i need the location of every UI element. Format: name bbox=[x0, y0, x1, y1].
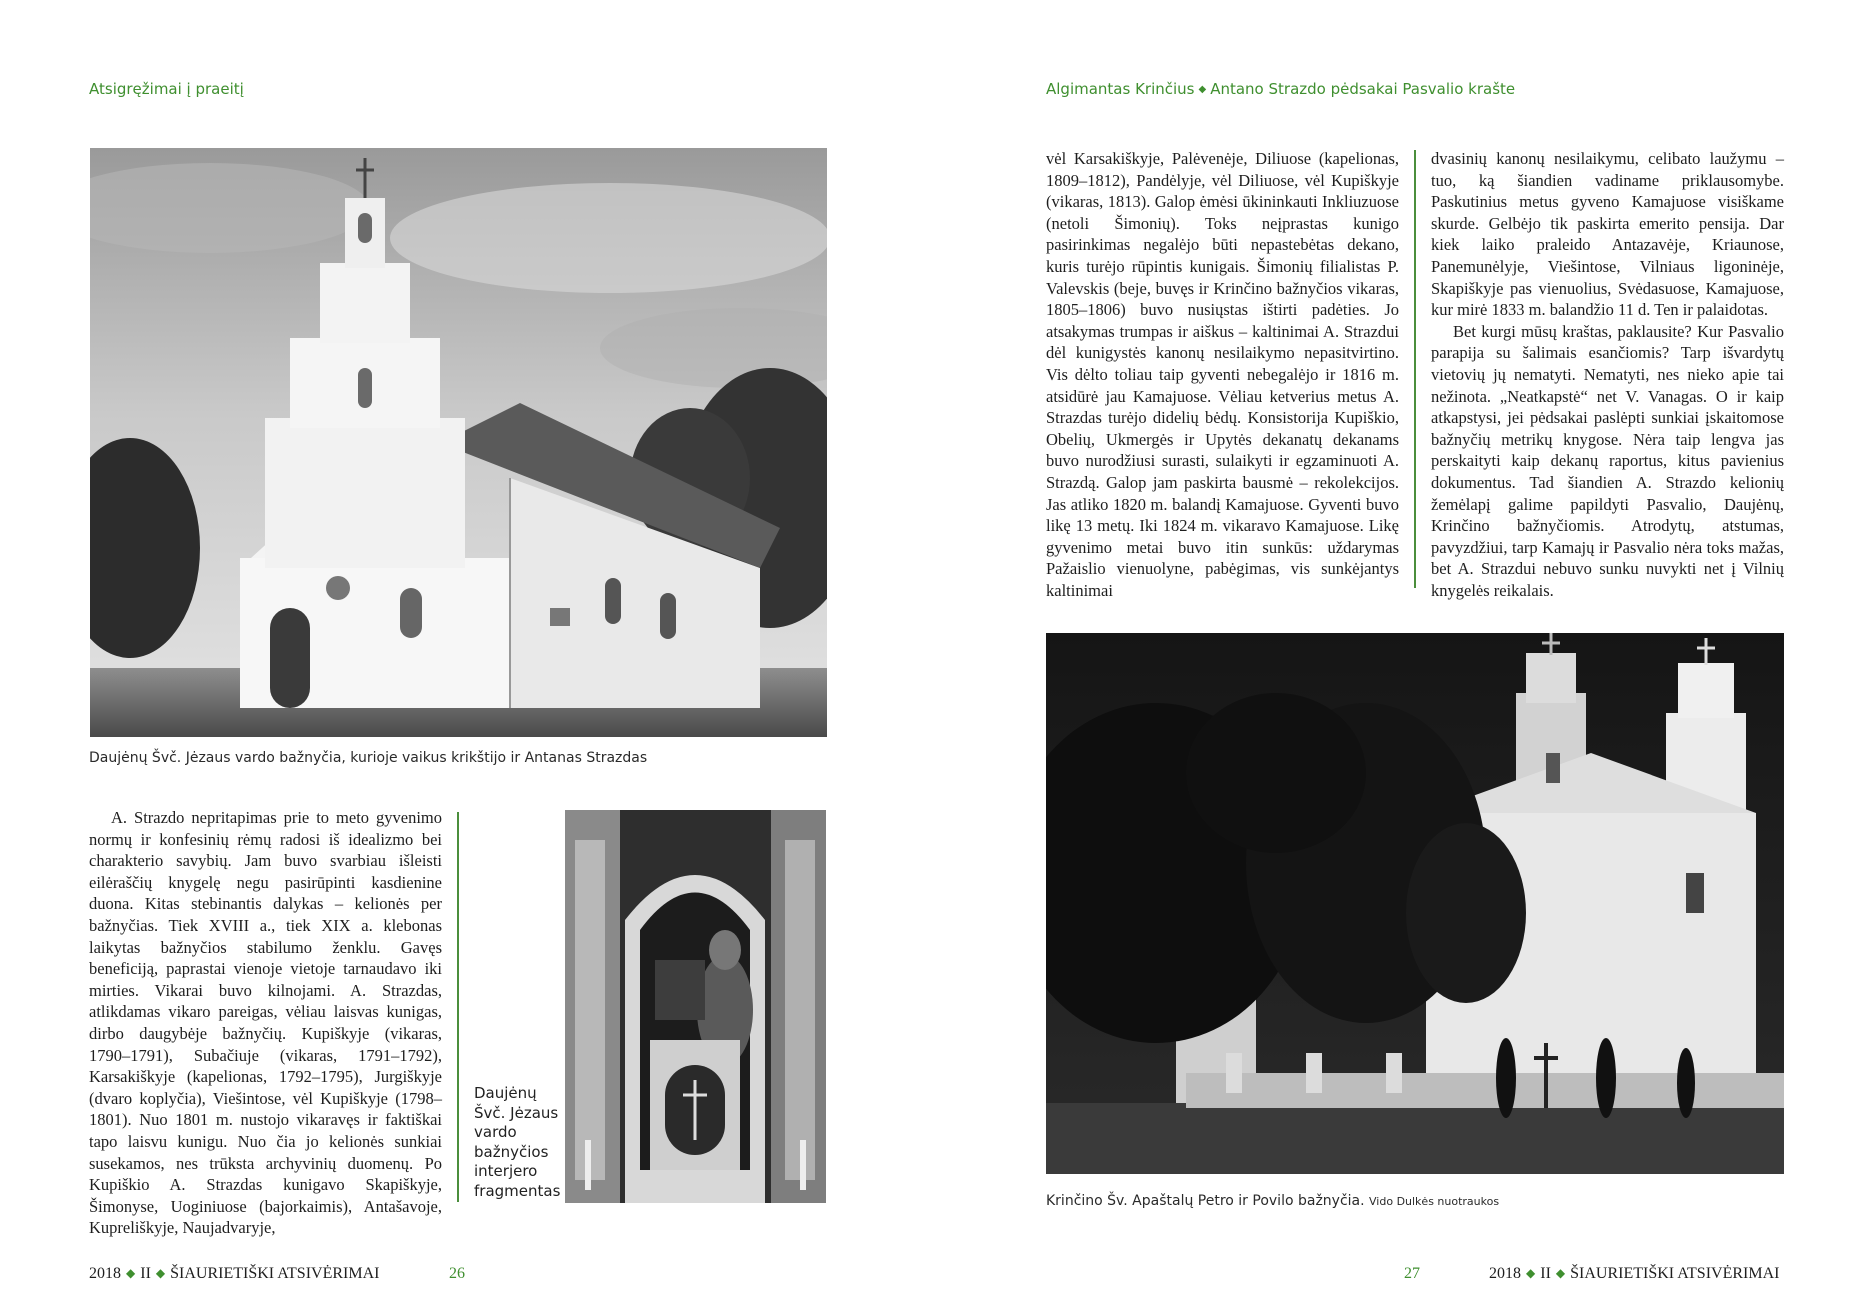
diamond-bullet-icon: ◆ bbox=[1526, 1266, 1536, 1280]
footer-magazine: ŠIAURIETIŠKI ATSIVĖRIMAI bbox=[1570, 1265, 1780, 1282]
photo-daujenai-church bbox=[90, 148, 827, 737]
footer-left bbox=[89, 1265, 379, 1283]
paragraph: dvasinių kanonų nesilaikymu, celibato laužymu – tuo, ką šiandien vadiname priklausomybe. Paskutinius metus gyveno Kamajuose visiškame skurde. Gelbėjo tik paskirta emerito pensija. Dar kiek laiko praleido Antazavėje, Kriaunose, Panemunėlyje, Viešintose, Vilniaus ligoninėje, Skapiškyje pas vienuolius, Svėdasuose, Kamajuose, kur mirė 1833 m. balandžio 11 d. Ten ir palaidotas. bbox=[1431, 149, 1784, 320]
footer-right bbox=[1489, 1265, 1779, 1283]
diamond-bullet-icon: ◆ bbox=[155, 1266, 166, 1280]
body-text-right-col2 bbox=[1431, 148, 1784, 601]
diamond-bullet-icon: ◆ bbox=[1198, 84, 1207, 95]
body-text-right-col1 bbox=[1046, 148, 1399, 601]
body-text-left bbox=[89, 807, 442, 1239]
running-head-right bbox=[1046, 80, 1515, 98]
paragraph: A. Strazdo nepritapimas prie to meto gyvenimo normų ir konfesinių rėmų radosi iš idealizmo bei charakterio savybių. Jam buvo svarbiau išleisti eilėraščių knygelę negu pasirūpinti kasdienine duona. Kitas stebinantis dalykas – kelionės per bažnyčias. Tiek XVIII a., tiek XIX a. klebonas laikytas bažnyčios stabilumo ženklu. Gavęs beneficiją, paprastai vienoje vietoje tarnaudavo iki mirties. Vikarai buvo kilnojami. A. Strazdas, atlikdamas vikaro pareigas, vėliau laisvas kunigas, dirbo daugybėje bažnyčių. Kupiškyje (vikaras, 1790–1791), Subačiuje (vikaras, 1791–1792), Karsakiškyje (kapelionas, 1792–1795), Jurgiškyje (dvaro koplyčia), Viešintose, vėl Kupiškyje (1798–1801). Nuo 1801 m. nustojo vikaravęs ir faktiškai tapo laisvu kunigu. Nuo čia jo kelionės sunkiai susekamos, nes trūksta archyvinių duomenų. Po Kupiškio A. Strazdas kunigavo Skapiškyje, Šimonyse, Uoginiuose (bajorkaimis), Antašavoje, Kupreliškyje, Naujadvaryje, bbox=[89, 808, 442, 1238]
page-number-left: 26 bbox=[449, 1265, 465, 1282]
running-head-author: Algimantas Krinčius bbox=[1046, 80, 1195, 98]
footer-issue: II bbox=[1540, 1265, 1551, 1282]
side-caption-line: interjero bbox=[474, 1162, 538, 1180]
running-head-title: Antano Strazdo pėdsakai Pasvalio krašte bbox=[1210, 80, 1516, 98]
running-head-left: Atsigręžimai į praeitį bbox=[89, 80, 244, 98]
photo-credit: Vido Dulkės nuotraukos bbox=[1369, 1195, 1500, 1208]
footer-magazine: ŠIAURIETIŠKI ATSIVĖRIMAI bbox=[170, 1265, 380, 1282]
photo-caption-daujenai: Daujėnų Švč. Jėzaus vardo bažnyčia, kurioje vaikus krikštijo ir Antanas Strazdas bbox=[89, 750, 648, 766]
caption-text: Krinčino Šv. Apaštalų Petro ir Povilo bažnyčia. bbox=[1046, 1193, 1365, 1209]
side-caption-line: bažnyčios bbox=[474, 1142, 549, 1161]
side-caption-line: vardo bbox=[474, 1123, 517, 1141]
side-caption-interior bbox=[474, 1084, 564, 1201]
photo-krincinas-church bbox=[1046, 633, 1784, 1174]
diamond-bullet-icon: ◆ bbox=[1555, 1266, 1566, 1280]
green-column-rule bbox=[1414, 150, 1416, 588]
side-caption-line: Švč. Jėzaus bbox=[474, 1103, 559, 1122]
paragraph: Bet kurgi mūsų kraštas, paklausite? Kur Pasvalio parapija su šalimais esančiomis? Tarp išvardytų vietovių jų nematyti. Nematyti, nes nieko apie tai nežinota. „Neatkapstė“ net V. Vanagas. O ir kaip atkapstysi, jei pėdsakai paslėpti sunkiai įskaitomose bažnyčių metrikų knygose. Nėra taip lengva jas perskaityti kaip dekanų raportus, kitus pavienius dokumentus. Tad šiandien A. Strazdo kelionių žemėlapį galime papildyti Pasvalio, Daujėnų, Krinčino bažnyčiomis. Atrodytų, atstumas, pavyzdžiui, tarp Kamajų ir Pasvalio nėra toks mažas, bet A. Strazdui nebuvo sunku nuvykti net į Vilnių knygelės reikalais. bbox=[1431, 321, 1784, 600]
footer-issue: II bbox=[140, 1265, 151, 1282]
page-number-right: 27 bbox=[1404, 1265, 1420, 1282]
photo-interior-fragment bbox=[565, 810, 826, 1203]
photo-caption-krincinas bbox=[1046, 1193, 1499, 1209]
side-caption-line: Daujėnų bbox=[474, 1084, 537, 1102]
footer-year: 2018 bbox=[1489, 1265, 1521, 1282]
footer-year: 2018 bbox=[89, 1265, 121, 1282]
diamond-bullet-icon: ◆ bbox=[126, 1266, 136, 1280]
side-caption-line: fragmentas bbox=[474, 1181, 561, 1200]
green-column-rule bbox=[457, 812, 459, 1202]
paragraph: vėl Karsakiškyje, Palėvenėje, Diliuose (kapelionas, 1809–1812), Pandėlyje, vėl Diliuose, vėl Kupiškyje (vikaras, 1813). Galop ėmėsi ūkininkauti Inkliuzuose (netoli Šimonių). Toks neįprastas kunigo pasirinkimas negalėjo būti nepastebėtas dekano, kuris turėjo rūpintis kunigais. Šimonių filialistas P. Valevskis (beje, buvęs ir Krinčino bažnyčios vikaras, 1805–1806) buvo nusiųstas ištirti padėties. Jo atsakymas trumpas ir aiškus – kaltinimai A. Strazdui dėl kunigystės kanonų nesilaikymo nepasitvirtino. Vis dėlto toliau taip gyventi nebegalėjo ir 1816 m. atsidūrė jau Kamajuose. Vėliau ketverius metus A. Strazdas turėjo didelių bėdų. Konsistorija Kupiškio, Obelių, Ukmergės ir Upytės dekanatų dekanams buvo nurodžiusi surasti, sulaikyti ir egzaminuoti A. Strazdą. Galop jam paskirta bausmė – rekolekcijos. Jas atliko 1820 m. balandį Kamajuose. Gyventi buvo likę 13 metų. Iki 1824 m. vikaravo Kamajuose. Likę gyvenimo metai buvo itin sunkūs: uždarymas Pažaislio vienuolyne, pabėgimas, vis sunkėjantys kaltinimai bbox=[1046, 149, 1399, 600]
